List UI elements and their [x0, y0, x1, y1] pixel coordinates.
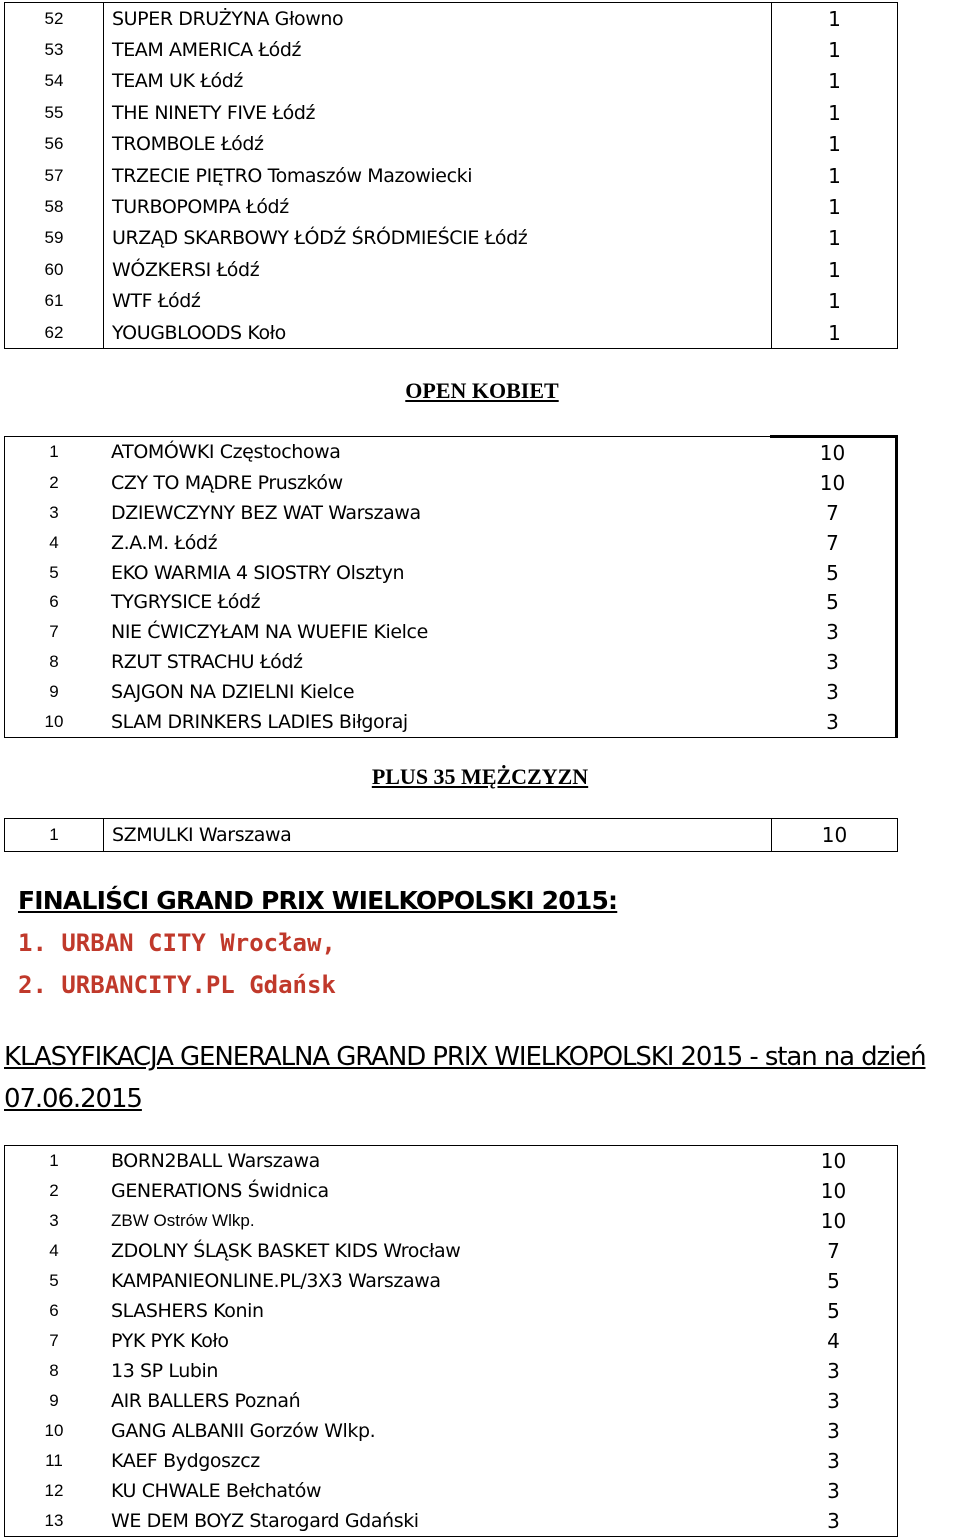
points: 3 — [770, 1506, 898, 1537]
points: 3 — [770, 677, 897, 707]
points: 10 — [770, 437, 897, 468]
points: 1 — [772, 97, 898, 128]
place-number: 1 — [5, 819, 104, 852]
points: 1 — [772, 317, 898, 349]
ranking-table-continued — [4, 2, 898, 349]
place-number: 3 — [49, 1211, 59, 1230]
place-number: 58 — [5, 191, 104, 222]
place-number: 13 — [5, 1506, 104, 1537]
table-row — [5, 1416, 898, 1446]
place-number: 7 — [49, 622, 59, 642]
table-row — [5, 1266, 898, 1296]
points: 3 — [770, 617, 897, 647]
table-row — [5, 528, 897, 558]
team-name: ATOMÓWKI Częstochowa — [103, 437, 770, 468]
finalists-heading: FINALIŚCI GRAND PRIX WIELKOPOLSKI 2015: — [18, 886, 618, 915]
place-number: 2 — [49, 1181, 59, 1200]
team-name: 13 SP Lubin — [111, 1360, 219, 1382]
points: 1 — [772, 3, 898, 35]
team-name: TROMBOLE Łódź — [104, 129, 772, 160]
section-heading-text: PLUS 35 MĘŻCZYZN — [371, 764, 589, 789]
table-row — [5, 677, 897, 707]
table-row — [5, 1506, 898, 1537]
place-number: 9 — [49, 1391, 59, 1410]
team-name: SZMULKI Warszawa — [104, 819, 772, 852]
place-number: 56 — [5, 129, 104, 160]
general-classification-heading: KLASYFIKACJA GENERALNA GRAND PRIX WIELKOPOLSKI 2015 - stan na dzień 07.06.2015 — [4, 1042, 926, 1114]
place-number: 1 — [5, 1146, 104, 1177]
team-name: PYK PYK Koło — [111, 1330, 229, 1352]
finalist-item: 1. URBAN CITY Wrocław, — [18, 929, 336, 957]
place-number: 11 — [45, 1451, 63, 1470]
points: 4 — [827, 1329, 840, 1353]
points: 5 — [827, 1269, 840, 1293]
points: 10 — [770, 468, 897, 498]
points: 3 — [770, 647, 897, 677]
table-row — [5, 286, 898, 317]
table-row — [5, 223, 898, 254]
team-name: Z.A.M. Łódź — [111, 531, 218, 554]
place-number: 60 — [5, 254, 104, 285]
points: 10 — [772, 819, 898, 852]
team-name: CZY TO MĄDRE Pruszków — [111, 471, 343, 494]
section-heading-text: OPEN KOBIET — [405, 378, 559, 403]
place-number: 8 — [49, 1361, 59, 1380]
team-name: TEAM AMERICA Łódź — [104, 34, 772, 65]
team-name: SAJGON NA DZIELNI Kielce — [111, 681, 355, 704]
team-name: KU CHWALE Bełchatów — [111, 1480, 322, 1502]
plus-35-table — [4, 818, 898, 852]
place-number: 5 — [49, 1271, 59, 1290]
table-row — [5, 707, 897, 737]
table-row — [5, 437, 897, 468]
points: 7 — [770, 528, 897, 558]
place-number: 4 — [49, 532, 59, 552]
section-heading-plus-35 — [0, 764, 960, 790]
section-heading-open-kobiet — [2, 378, 960, 404]
table-row — [5, 191, 898, 222]
place-number: 6 — [49, 1301, 59, 1320]
points: 1 — [772, 286, 898, 317]
place-number: 3 — [49, 502, 59, 522]
table-row — [5, 1446, 898, 1476]
table-row — [5, 558, 897, 588]
team-name: ZDOLNY ŚLĄSK BASKET KIDS Wrocław — [111, 1240, 461, 1262]
place-number: 57 — [5, 160, 104, 191]
place-number: 53 — [5, 34, 104, 65]
place-number: 2 — [49, 472, 59, 492]
team-name: NIE ĆWICZYŁAM NA WUEFIE Kielce — [111, 621, 428, 644]
table-row — [5, 587, 897, 617]
place-number: 9 — [49, 682, 59, 702]
table-row — [5, 160, 898, 191]
place-number: 61 — [5, 286, 104, 317]
points: 3 — [827, 1419, 840, 1443]
table-row — [5, 3, 898, 35]
points: 10 — [770, 1146, 898, 1177]
points: 10 — [820, 1179, 847, 1203]
team-name: SUPER DRUŻYNA Głowno — [104, 3, 772, 35]
place-number: 10 — [44, 1421, 64, 1440]
table-row — [5, 498, 897, 528]
table-row — [5, 97, 898, 128]
points: 5 — [827, 1299, 840, 1323]
place-number: 52 — [5, 3, 104, 35]
table-row — [5, 1206, 898, 1236]
place-number: 12 — [44, 1481, 64, 1500]
place-number: 55 — [5, 97, 104, 128]
place-number: 8 — [49, 652, 59, 672]
team-name: SLAM DRINKERS LADIES Biłgoraj — [103, 707, 770, 737]
place-number: 5 — [49, 562, 59, 582]
team-name: KAEF Bydgoszcz — [111, 1450, 260, 1472]
place-number: 59 — [5, 223, 104, 254]
team-name: ZBW Ostrów Wlkp. — [111, 1211, 255, 1230]
team-name: TURBOPOMPA Łódź — [104, 191, 772, 222]
table-row — [5, 1356, 898, 1386]
team-name: TRZECIE PIĘTRO Tomaszów Mazowiecki — [104, 160, 772, 191]
place-number: 4 — [49, 1241, 59, 1260]
table-row — [5, 468, 897, 498]
team-name: SLASHERS Konin — [111, 1300, 264, 1322]
table-row — [5, 317, 898, 349]
finalist-item: 2. URBANCITY.PL Gdańsk — [18, 971, 336, 999]
place-number: 7 — [49, 1331, 59, 1350]
team-name: WTF Łódź — [104, 286, 772, 317]
points: 3 — [827, 1479, 840, 1503]
points: 1 — [772, 191, 898, 222]
team-name: KAMPANIEONLINE.PL/3X3 Warszawa — [111, 1270, 441, 1292]
place-number: 62 — [5, 317, 104, 349]
table-row — [5, 1326, 898, 1356]
points: 3 — [827, 1389, 840, 1413]
points: 1 — [772, 254, 898, 285]
table-row — [5, 1176, 898, 1206]
table-row — [5, 647, 897, 677]
team-name: WÓZKERSI Łódź — [104, 254, 772, 285]
points: 5 — [770, 587, 897, 617]
place-number: 6 — [49, 592, 59, 612]
points: 1 — [772, 129, 898, 160]
points: 3 — [827, 1359, 840, 1383]
table-row — [5, 819, 898, 852]
table-row — [5, 66, 898, 97]
team-name: TEAM UK Łódź — [104, 66, 772, 97]
table-row — [5, 34, 898, 65]
points: 1 — [772, 223, 898, 254]
team-name: GANG ALBANII Gorzów Wlkp. — [111, 1420, 376, 1442]
table-row — [5, 129, 898, 160]
points: 1 — [772, 66, 898, 97]
team-name: THE NINETY FIVE Łódź — [104, 97, 772, 128]
table-row — [5, 1236, 898, 1266]
points: 7 — [770, 498, 897, 528]
team-name: EKO WARMIA 4 SIOSTRY Olsztyn — [111, 561, 405, 584]
team-name: TYGRYSICE Łódź — [111, 591, 261, 614]
place-number: 10 — [5, 707, 104, 737]
points: 7 — [827, 1239, 840, 1263]
table-row — [5, 1146, 898, 1177]
points: 1 — [772, 160, 898, 191]
points: 10 — [820, 1209, 847, 1233]
team-name: YOUGBLOODS Koło — [104, 317, 772, 349]
team-name: GENERATIONS Świdnica — [111, 1180, 329, 1202]
table-row — [5, 1476, 898, 1506]
team-name: URZĄD SKARBOWY ŁÓDŹ ŚRÓDMIEŚCIE Łódź — [104, 223, 772, 254]
points: 3 — [770, 707, 897, 737]
team-name: BORN2BALL Warszawa — [103, 1146, 770, 1177]
team-name: WE DEM BOYZ Starogard Gdański — [103, 1506, 770, 1537]
open-kobiet-table — [4, 435, 898, 738]
place-number: 54 — [5, 66, 104, 97]
table-row — [5, 254, 898, 285]
team-name: DZIEWCZYNY BEZ WAT Warszawa — [111, 501, 421, 524]
table-row — [5, 1296, 898, 1326]
points: 1 — [772, 34, 898, 65]
points: 5 — [770, 558, 897, 588]
place-number: 1 — [5, 437, 104, 468]
table-row — [5, 617, 897, 647]
general-classification-table — [4, 1145, 898, 1537]
points: 3 — [827, 1449, 840, 1473]
team-name: AIR BALLERS Poznań — [111, 1390, 301, 1412]
table-row — [5, 1386, 898, 1416]
team-name: RZUT STRACHU Łódź — [111, 651, 303, 674]
